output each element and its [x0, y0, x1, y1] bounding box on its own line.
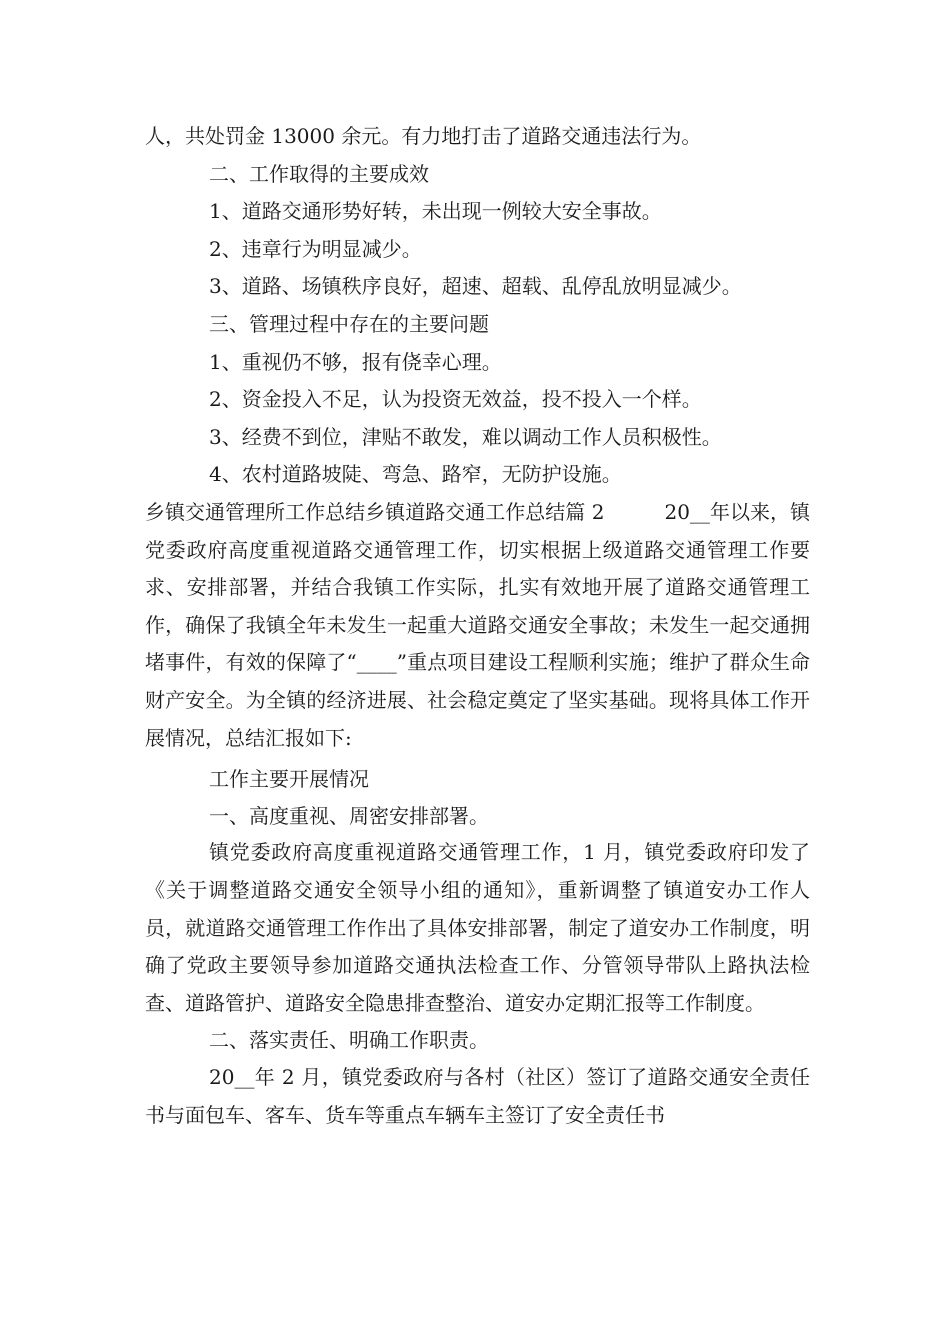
- heading-item-2: 二、落实责任、明确工作职责。: [209, 1028, 489, 1053]
- document-body: [145, 118, 810, 1134]
- paragraph-item-1: 镇党委政府高度重视道路交通管理工作，1 月，镇党委政府印发了《关于调整道路交通安全领导小组的通知》，重新调整了镇道安办工作人员，就道路交通管理工作作出了具体安排部署，制定了道安办工作制度，明确了党政主要领导参加道路交通执法检查工作、分管领导带队上路执法检查、道路管护、道路安全隐患排查整治、道安办定期汇报等工作制度。: [145, 840, 810, 1015]
- section-heading-achievements: 二、工作取得的主要成效: [209, 161, 429, 186]
- list-item: 3、经费不到位，津贴不敢发，难以调动工作人员积极性。: [209, 424, 722, 449]
- section-heading-problems: 三、管理过程中存在的主要问题: [209, 311, 489, 336]
- list-item: 4、农村道路坡陡、弯急、路窄，无防护设施。: [209, 462, 622, 487]
- list-item: 2、违章行为明显减少。: [209, 236, 422, 261]
- paragraph-item-2: 20__年 2 月，镇党委政府与各村（社区）签订了道路交通安全责任书与面包车、客车、货车等重点车辆车主签订了安全责任书: [145, 1065, 810, 1127]
- list-item: 3、道路、场镇秩序良好，超速、超载、乱停乱放明显减少。: [209, 274, 742, 299]
- list-item: 2、资金投入不足，认为投资无效益，投不投入一个样。: [209, 387, 702, 412]
- heading-work-overview: 工作主要开展情况: [209, 767, 369, 792]
- list-item: 1、重视仍不够，报有侥幸心理。: [209, 349, 502, 374]
- section2-intro-paragraph: 乡镇交通管理所工作总结乡镇道路交通工作总结篇 2 20__年以来，镇党委政府高度重视道路交通管理工作，切实根据上级道路交通管理工作要求、安排部署，并结合我镇工作实际，扎实有效地开展了道路交通管理工作，确保了我镇全年未发生一起重大道路交通安全事故；未发生一起交通拥堵事件，有效的保障了“____”重点项目建设工程顺利实施；维护了群众生命财产安全。为全镇的经济进展、社会稳定奠定了坚实基础。现将具体工作开展情况，总结汇报如下:: [145, 499, 810, 750]
- text-line-1: 人，共处罚金 13000 余元。有力地打击了道路交通违法行为。: [145, 124, 702, 148]
- heading-item-1: 一、高度重视、周密安排部署。: [209, 803, 489, 828]
- list-item: 1、道路交通形势好转，未出现一例较大安全事故。: [209, 199, 662, 224]
